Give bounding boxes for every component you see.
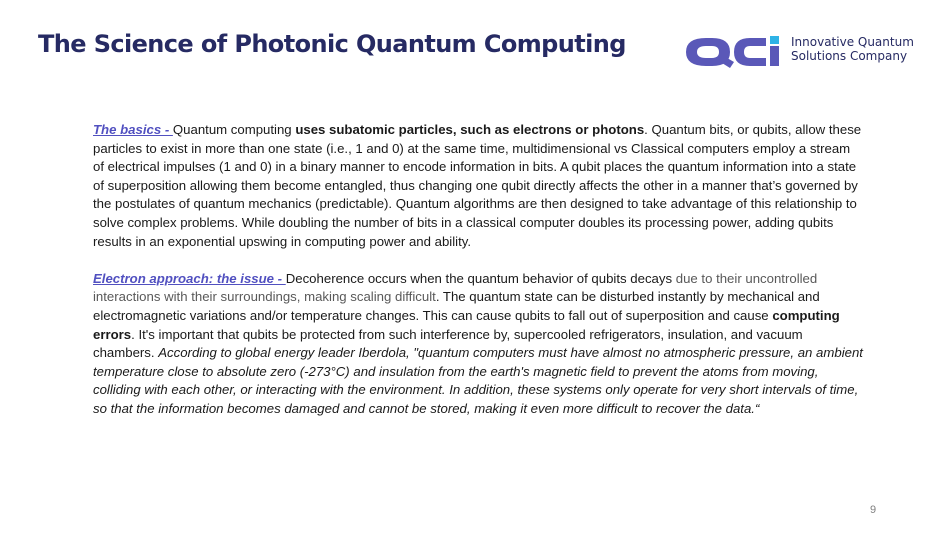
paragraph-basics	[93, 121, 863, 251]
logo-tagline	[791, 35, 914, 63]
electron-gray-text: due to their uncontrolled interactions with their surroundings, making scaling difficult	[93, 270, 818, 305]
electron-text-2: . The quantum state can be disturbed instantly by mechanical and electromagnetic variations and/or temperature changes. This can cause qubits to fall out of superposition and cause	[93, 289, 820, 323]
electron-heading: Electron approach: the issue -	[93, 270, 286, 286]
page-number: 9	[870, 504, 877, 516]
basics-bold-text: uses subatomic particles, such as electrons or photons	[295, 122, 645, 137]
electron-text-3: . It's important that qubits be protected from such interference by, supercooled refrigerators, insulation, and vacuum chambers.	[93, 326, 803, 361]
electron-bold-text: computing errors	[93, 307, 840, 342]
logo-tagline-line2: Solutions Company	[791, 49, 908, 63]
body-text	[93, 121, 863, 437]
logo-tagline-line1: Innovative Quantum	[791, 35, 914, 49]
qci-logo-mark	[684, 34, 784, 70]
basics-text-1: Quantum computing	[172, 122, 296, 137]
iberdola-quote: According to global energy leader Iberdola, "quantum computers must have almost no atmospheric pressure, an ambient temperature close to absolute zero (-273°C) and insulation from the earth's magnetic field to prevent the atoms from moving, colliding with each other, or interacting with the environment. In addition, these systems only operate for very short intervals of time, so that the information becomes damaged and cannot be stored, making it even more difficult to recover the data.“	[93, 345, 863, 416]
slide-title: The Science of Photonic Quantum Computing	[38, 30, 626, 58]
paragraph-electron-approach	[93, 270, 863, 419]
electron-text-1: Decoherence occurs when the quantum behavior of qubits decays	[285, 270, 676, 286]
basics-text-2: . Quantum bits, or qubits, allow these particles to exist in more than one state (i.e., 1 and 0) at the same time, multidimensional vs Classical computers employ a stream of electrical impulses (1 and 0) in a binary manner to encode information in bits. A qubit places the quantum information into a state of superposition allowing them become entangled, thus changing one qubit directly affects the other in a manner that’s governed by the postulates of quantum mechanics (predictable). Quantum algorithms are then designed to take advantage of this relationship to solve complex problems. While doubling the number of bits in a classical computer doubles its processing power, adding qubits results in an exponential upswing in computing power and ability.	[93, 122, 862, 249]
company-logo	[684, 34, 924, 70]
basics-heading: The basics -	[93, 122, 173, 137]
